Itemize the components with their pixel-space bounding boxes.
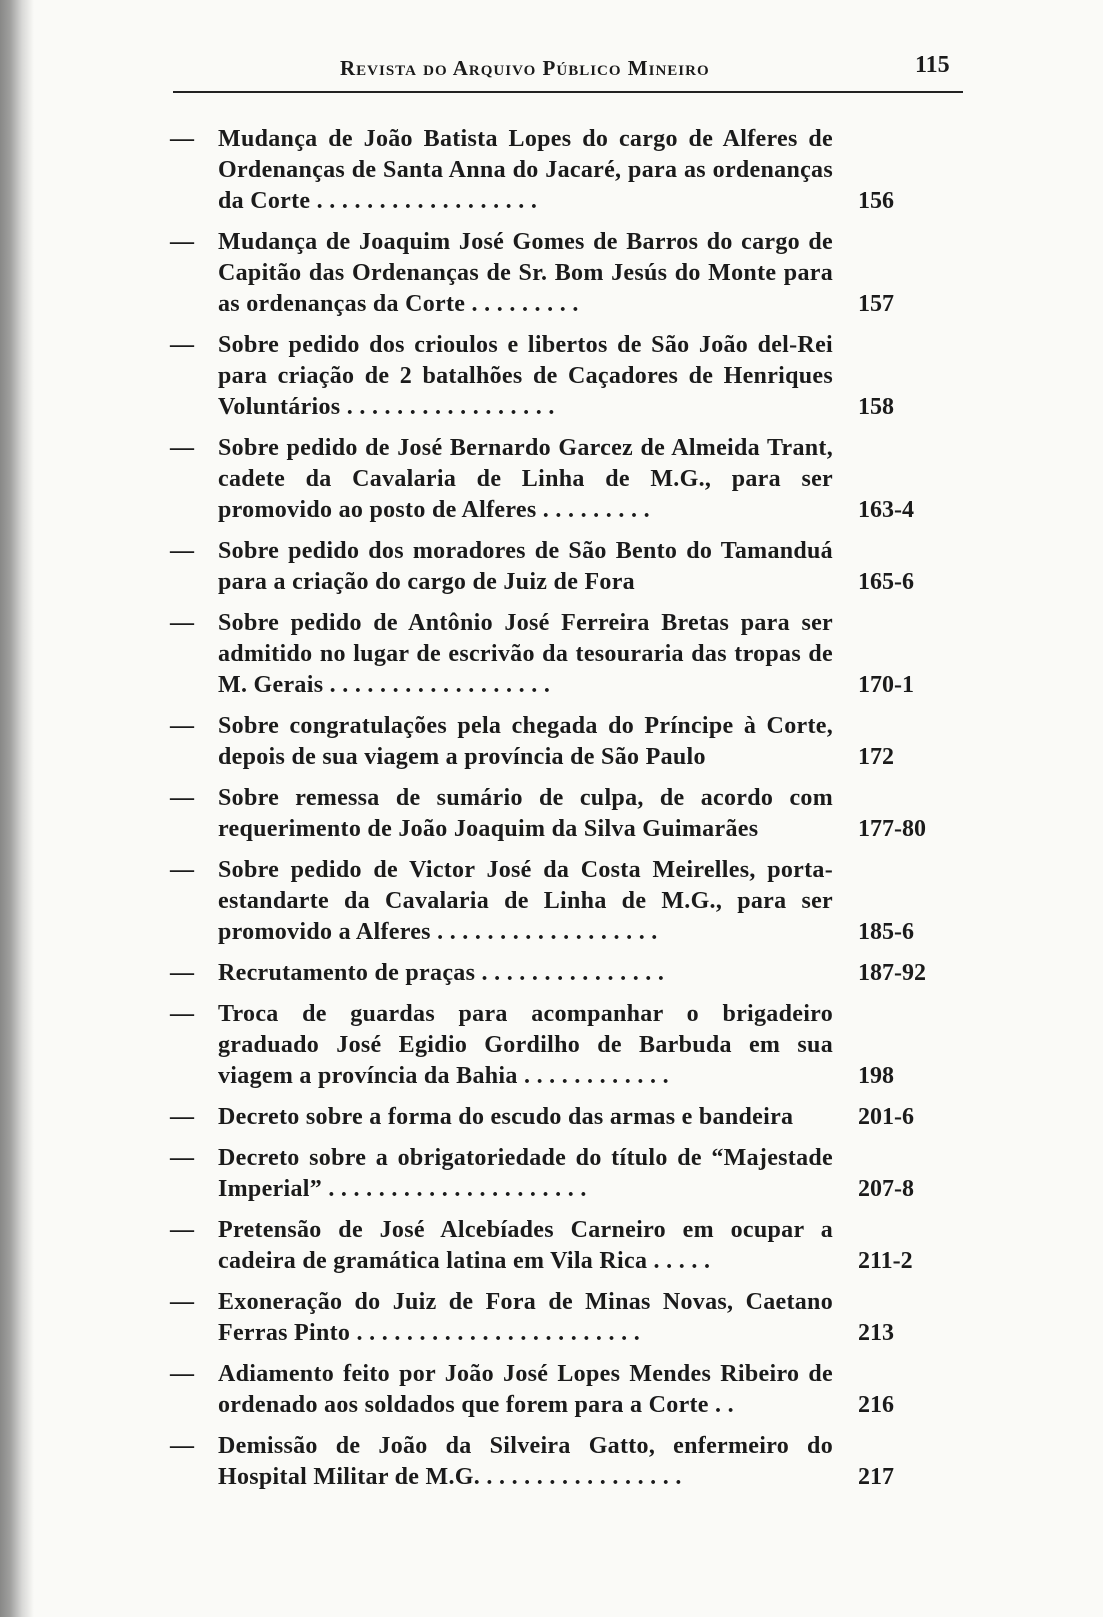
entry-text: Demissão de João da Silveira Gatto, enfermeiro do Hospital Militar de M.G. . . . . . . . . . . . . . . . . <box>218 1433 833 1490</box>
entry-page: 156 <box>858 188 894 214</box>
index-entry <box>170 1359 960 1421</box>
entry-text: Adiamento feito por João José Lopes Mendes Ribeiro de ordenado aos soldados que forem para a Corte . . <box>218 1361 833 1418</box>
index-entry <box>170 124 960 217</box>
entry-dash: — <box>170 1217 194 1243</box>
entry-text: Mudança de João Batista Lopes do cargo de Alferes de Ordenanças de Santa Anna do Jacaré, para as ordenanças da Corte . . . . . . . . . . . . . . . . . . <box>218 126 833 214</box>
entry-page: 187-92 <box>858 960 926 986</box>
entry-page: 163-4 <box>858 497 914 523</box>
index-entry <box>170 783 960 845</box>
entry-dash: — <box>170 435 194 461</box>
entry-dash: — <box>170 1001 194 1027</box>
entry-page: 201-6 <box>858 1104 914 1130</box>
entry-page: 170-1 <box>858 672 914 698</box>
entry-page: 177-80 <box>858 816 926 842</box>
entry-page: 213 <box>858 1320 894 1346</box>
entry-text: Sobre pedido de José Bernardo Garcez de Almeida Trant, cadete da Cavalaria de Linha de M.G., para ser promovido ao posto de Alferes . . . . . . . . . <box>218 435 833 523</box>
header-rule <box>173 91 963 93</box>
entry-dash: — <box>170 785 194 811</box>
entry-text: Decreto sobre a obrigatoriedade do título de “Majestade Imperial” . . . . . . . . . . . . . . . . . . . . . <box>218 1145 833 1202</box>
entry-page: 217 <box>858 1464 894 1490</box>
entry-text: Decreto sobre a forma do escudo das armas e bandeira <box>218 1104 794 1130</box>
entry-dash: — <box>170 1104 194 1130</box>
index-entry <box>170 330 960 423</box>
entry-page: 158 <box>858 394 894 420</box>
index-entry <box>170 711 960 773</box>
index-entry <box>170 1431 960 1493</box>
index-entry <box>170 608 960 701</box>
entry-text: Sobre pedido de Victor José da Costa Meirelles, porta-estandarte da Cavalaria de Linha de M.G., para ser promovido a Alferes . . . . . . . . . . . . . . . . . . <box>218 857 833 945</box>
entry-text: Sobre pedido dos crioulos e libertos de São João del-Rei para criação de 2 batalhões de Caçadores de Henriques Voluntários . . . . . . . . . . . . . . . . . <box>218 332 833 420</box>
entry-page: 157 <box>858 291 894 317</box>
index-entry <box>170 536 960 598</box>
entry-dash: — <box>170 126 194 152</box>
entry-dash: — <box>170 610 194 636</box>
entry-dash: — <box>170 1433 194 1459</box>
entry-dash: — <box>170 1361 194 1387</box>
index-entry <box>170 999 960 1092</box>
index-entry <box>170 1287 960 1349</box>
index-entry <box>170 958 960 989</box>
index-entry <box>170 227 960 320</box>
index-entry <box>170 1143 960 1205</box>
page-header <box>340 52 960 92</box>
entry-dash: — <box>170 1145 194 1171</box>
entry-page: 207-8 <box>858 1176 914 1202</box>
index-entry <box>170 1215 960 1277</box>
entry-dash: — <box>170 538 194 564</box>
entry-text: Exoneração do Juiz de Fora de Minas Novas, Caetano Ferras Pinto . . . . . . . . . . . . . . . . . . . . . . . <box>218 1289 833 1346</box>
entry-dash: — <box>170 960 194 986</box>
entry-page: 216 <box>858 1392 894 1418</box>
entry-dash: — <box>170 332 194 358</box>
entry-dash: — <box>170 1289 194 1315</box>
entry-text: Recrutamento de praças . . . . . . . . . . . . . . . <box>218 960 665 986</box>
entry-text: Sobre pedido de Antônio José Ferreira Bretas para ser admitido no lugar de escrivão da tesouraria das tropas de M. Gerais . . . . . . . . . . . . . . . . . . <box>218 610 833 698</box>
entry-text: Troca de guardas para acompanhar o brigadeiro graduado José Egidio Gordilho de Barbuda em sua viagem a província da Bahia . . . . . . . . . . . . <box>218 1001 833 1089</box>
running-title: Revista do Arquivo Público Mineiro <box>340 56 710 80</box>
entry-page: 165-6 <box>858 569 914 595</box>
entry-text: Sobre pedido dos moradores de São Bento do Tamanduá para a criação do cargo de Juiz de Fora <box>218 538 833 595</box>
index-entry <box>170 855 960 948</box>
index-list <box>170 124 960 1503</box>
entry-text: Sobre remessa de sumário de culpa, de acordo com requerimento de João Joaquim da Silva Guimarães <box>218 785 833 842</box>
entry-text: Sobre congratulações pela chegada do Príncipe à Corte, depois de sua viagem a província de São Paulo <box>218 713 833 770</box>
entry-text: Mudança de Joaquim José Gomes de Barros do cargo de Capitão das Ordenanças de Sr. Bom Jesús do Monte para as ordenanças da Corte . . . . . . . . . <box>218 229 833 317</box>
index-entry <box>170 1102 960 1133</box>
page-edge-shadow <box>0 0 34 1617</box>
entry-page: 198 <box>858 1063 894 1089</box>
index-entry <box>170 433 960 526</box>
entry-page: 185-6 <box>858 919 914 945</box>
entry-dash: — <box>170 857 194 883</box>
entry-page: 211-2 <box>858 1248 913 1274</box>
entry-text: Pretensão de José Alcebíades Carneiro em ocupar a cadeira de gramática latina em Vila Rica . . . . . <box>218 1217 833 1274</box>
entry-page: 172 <box>858 744 894 770</box>
entry-dash: — <box>170 713 194 739</box>
page-number: 115 <box>915 52 950 78</box>
entry-dash: — <box>170 229 194 255</box>
